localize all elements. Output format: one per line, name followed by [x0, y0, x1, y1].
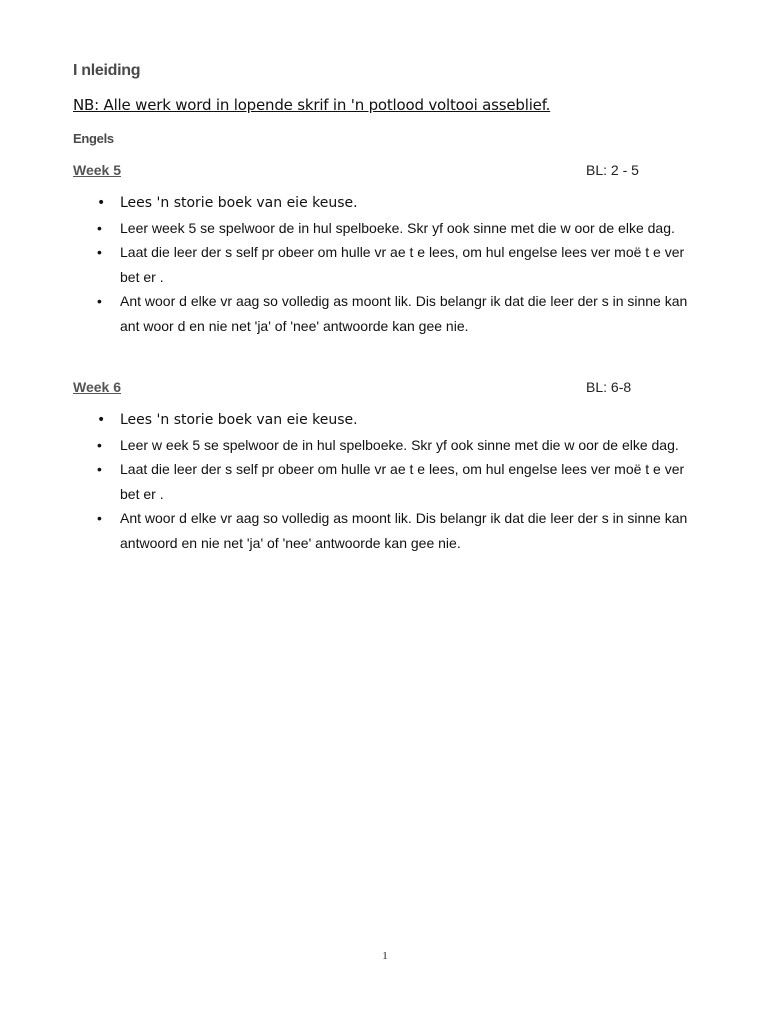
week-5-task-list	[73, 191, 693, 338]
bullet-icon: •	[97, 219, 102, 236]
list-item	[73, 240, 693, 289]
list-item	[73, 191, 693, 216]
week-6-bl: BL: 6-8	[586, 379, 632, 395]
list-item	[73, 408, 693, 433]
task-text: Ant woor d elke vr aag so volledig as moont lik. Dis belangr ik dat die leer der s in sinne kan ant woor d en nie net 'ja' of 'nee' antwoorde kan gee nie.	[120, 293, 688, 334]
instruction-note: NB: Alle werk word in lopende skrif in 'n potlood voltooi asseblief.	[73, 96, 551, 114]
week-6-header	[73, 379, 663, 399]
list-item	[73, 216, 693, 241]
week-6-title: Week 6	[73, 379, 121, 395]
week-5-header	[73, 162, 663, 182]
task-text: Lees 'n storie boek van eie keuse.	[120, 195, 358, 211]
page-number: 1	[382, 950, 388, 962]
bullet-icon: •	[97, 461, 102, 477]
list-item	[73, 457, 693, 506]
task-text: Leer w eek 5 se spelwoor de in hul spelboeke. Skr yf ook sinne met die w oor de elke dag.	[120, 436, 679, 453]
task-text: Lees 'n storie boek van eie keuse.	[120, 412, 358, 428]
list-item	[73, 289, 693, 338]
task-text: Laat die leer der s self pr obeer om hulle vr ae t e lees, om hul engelse lees ver moë t e ver bet er .	[120, 461, 685, 502]
week-5-bl: BL: 2 - 5	[586, 162, 639, 178]
week-5-title: Week 5	[73, 162, 121, 178]
week-6-task-list	[73, 408, 693, 555]
bullet-icon: •	[97, 293, 102, 309]
page-title: I nleiding	[73, 62, 141, 79]
task-text: Laat die leer der s self pr obeer om hulle vr ae t e lees, om hul engelse lees ver moë t e ver bet er .	[120, 244, 685, 285]
bullet-icon: •	[97, 195, 106, 211]
list-item	[73, 506, 693, 555]
bullet-icon: •	[97, 436, 102, 453]
task-text: Ant woor d elke vr aag so volledig as moont lik. Dis belangr ik dat die leer der s in sinne kan antwoord en nie net 'ja' of 'nee' antwoorde kan gee nie.	[120, 510, 688, 551]
list-item	[73, 433, 693, 458]
bullet-icon: •	[97, 510, 102, 526]
subject-heading: Engels	[73, 131, 114, 146]
task-text: Leer week 5 se spelwoor de in hul spelboeke. Skr yf ook sinne met die w oor de elke dag.	[120, 219, 675, 236]
bullet-icon: •	[97, 412, 106, 428]
bullet-icon: •	[97, 244, 102, 260]
